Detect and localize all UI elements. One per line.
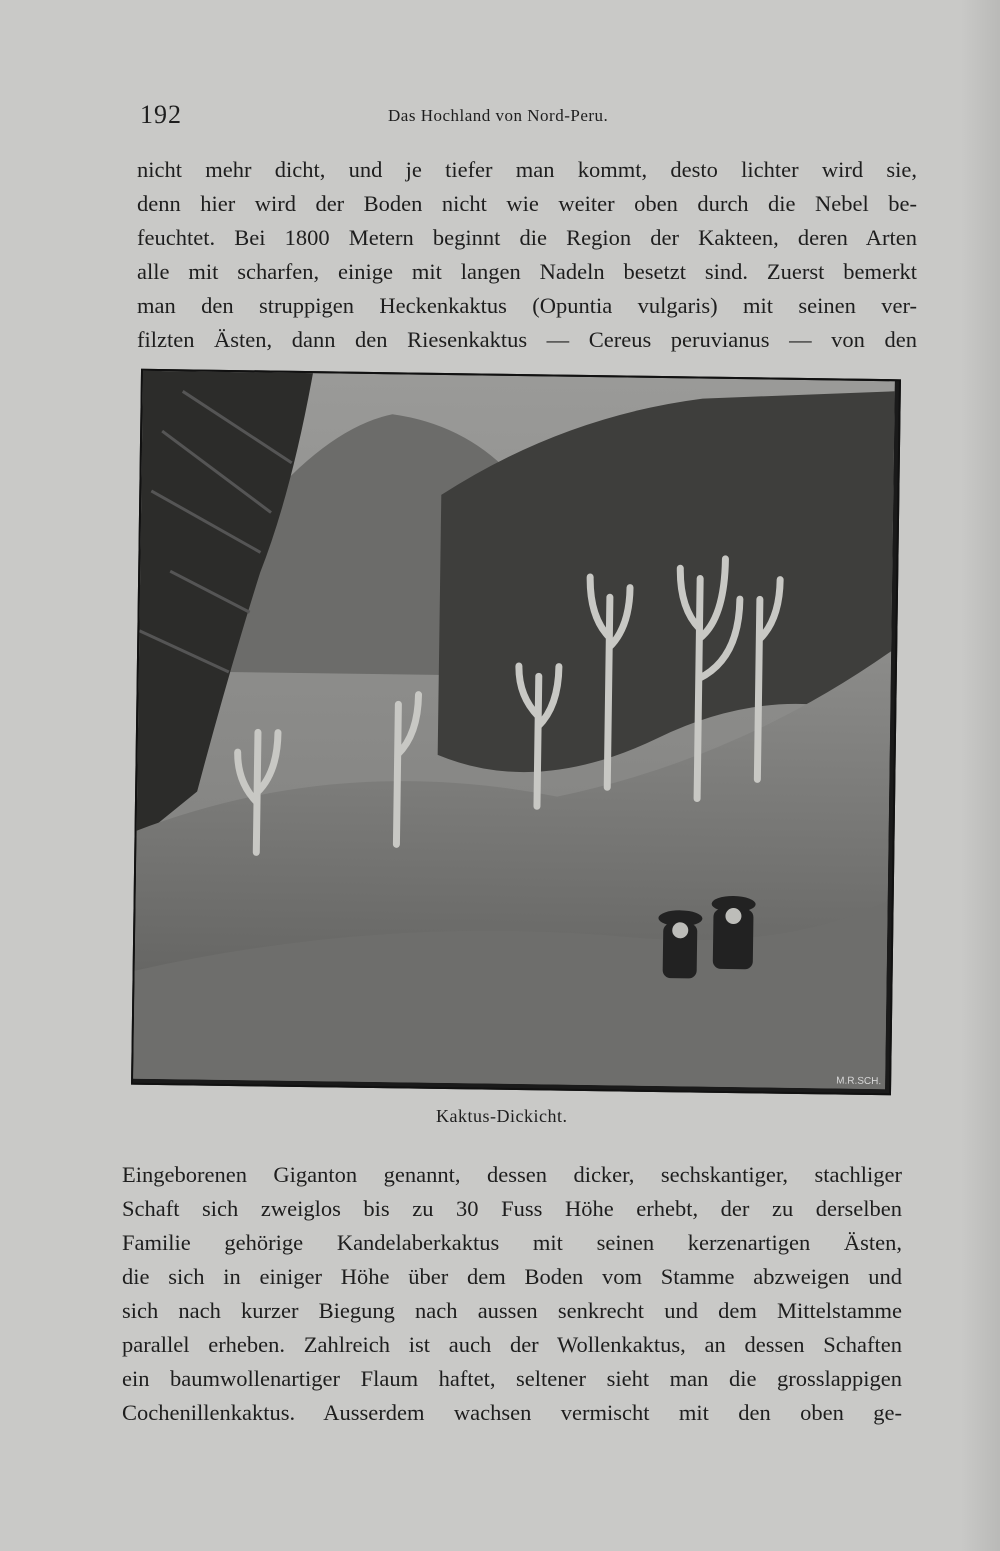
paragraph-top <box>137 153 917 357</box>
text-line: sich nach kurzer Biegung nach aussen senkrecht und dem Mittelstamme <box>122 1298 902 1323</box>
text-line: feuchtet. Bei 1800 Metern beginnt die Region der Kakteen, deren Arten <box>137 225 917 250</box>
page-number: 192 <box>140 100 182 129</box>
text-line: Eingeborenen Giganton genannt, dessen dicker, sechskantiger, stachliger <box>122 1162 902 1187</box>
text-line: die sich in einiger Höhe über dem Boden vom Stamme abzweigen und <box>122 1264 902 1289</box>
text-line: Familie gehörige Kandelaberkaktus mit seinen kerzenartigen Ästen, <box>122 1230 902 1255</box>
text-line: Schaft sich zweiglos bis zu 30 Fuss Höhe erhebt, der zu derselben <box>122 1196 902 1221</box>
running-title: Das Hochland von Nord-Peru. <box>388 106 609 125</box>
photo-illustration <box>133 371 895 1089</box>
figure-caption: Kaktus-Dickicht. <box>436 1106 568 1126</box>
page-header <box>140 100 668 130</box>
page-edge-shadow <box>960 0 1000 1551</box>
text-line: man den struppigen Heckenkaktus (Opuntia vulgaris) mit seinen ver- <box>137 293 917 318</box>
text-line: parallel erheben. Zahlreich ist auch der Wollenkaktus, an dessen Schaften <box>122 1332 902 1357</box>
text-line: filzten Ästen, dann den Riesenkaktus — Cereus peruvianus — von den <box>137 327 917 352</box>
text-line: ein baumwollenartiger Flaum haftet, seltener sieht man die grosslappigen <box>122 1366 902 1391</box>
text-line: nicht mehr dicht, und je tiefer man kommt, desto lichter wird sie, <box>137 157 917 182</box>
cactus-thicket-photo <box>131 369 901 1096</box>
text-line: Cochenillenkaktus. Ausserdem wachsen vermischt mit den oben ge- <box>122 1400 902 1425</box>
text-line: denn hier wird der Boden nicht wie weiter oben durch die Nebel be- <box>137 191 917 216</box>
paragraph-bottom <box>122 1158 902 1430</box>
engraver-signature: M.R.SCH. <box>836 1075 882 1088</box>
text-line: alle mit scharfen, einige mit langen Nadeln besetzt sind. Zuerst bemerkt <box>137 259 917 284</box>
